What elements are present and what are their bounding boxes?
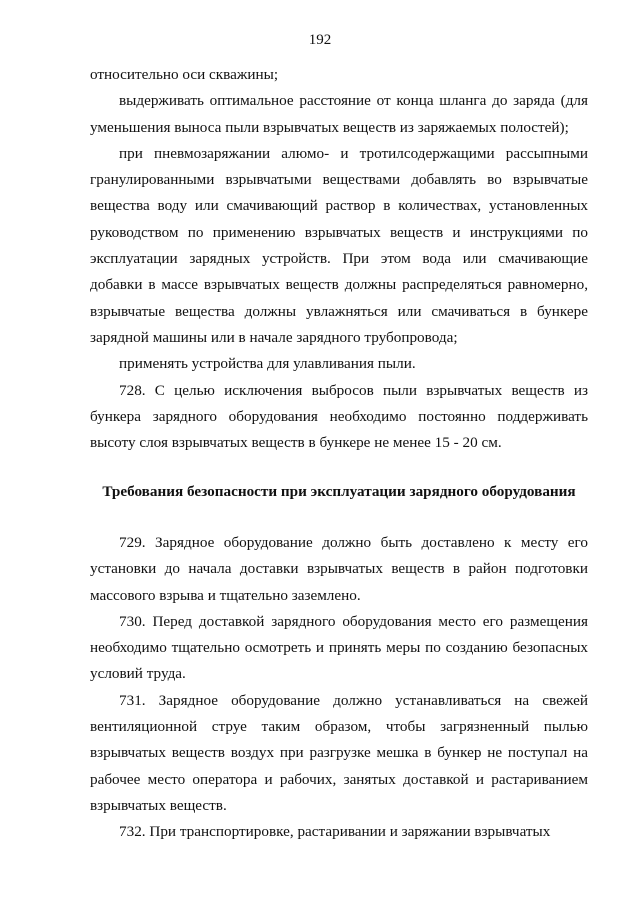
paragraph: выдерживать оптимальное расстояние от конца шланга до заряда (для уменьшения выноса пыли взрывчатых веществ из заряжаемых полостей); xyxy=(90,92,588,136)
paragraph: 728. С целью исключения выбросов пыли взрывчатых веществ из бункера зарядного оборудования необходимо постоянно поддерживать высоту слоя взрывчатых веществ в бункере не менее 15 - 20 см. xyxy=(90,381,588,452)
paragraph: 731. Зарядное оборудование должно устанавливаться на свежей вентиляционной струе таким образом, чтобы загрязненный пылью взрывчатых веществ воздух при разгрузке мешка в бункер не поступал на рабочее место оператора и рабочих, занятых доставкой и растариванием взрывчатых веществ. xyxy=(90,691,588,814)
paragraph: при пневмозаряжании алюмо- и тротилсодержащими рассыпными гранулированными взрывчатыми веществами добавлять во взрывчатые вещества воду или смачивающий раствор в количествах, установленных руководством по применению взрывчатых веществ и инструкциями по эксплуатации зарядных устройств. При этом вода или смачивающие добавки в массе взрывчатых веществ должны распределяться равномерно, взрывчатые вещества должны увлажняться или смачиваться в бункере зарядной машины или в начале зарядного трубопровода; xyxy=(90,144,588,346)
paragraph: 732. При транспортировке, растаривании и заряжании взрывчатых xyxy=(119,823,551,841)
paragraph: применять устройства для улавливания пыли. xyxy=(119,355,416,373)
paragraph: 729. Зарядное оборудование должно быть доставлено к месту его установки до начала доставки взрывчатых веществ в район подготовки массового взрыва и тщательно заземлено. xyxy=(90,534,588,604)
page-number: 192 xyxy=(308,32,332,48)
paragraph: относительно оси скважины; xyxy=(90,66,279,83)
text-block-bottom xyxy=(90,530,588,846)
paragraph: 730. Перед доставкой зарядного оборудования место его размещения необходимо тщательно осмотреть и принять меры по созданию безопасных условий труда. xyxy=(90,612,588,683)
section-heading: Требования безопасности при эксплуатации зарядного оборудования xyxy=(102,483,576,500)
text-block-top xyxy=(90,62,588,456)
